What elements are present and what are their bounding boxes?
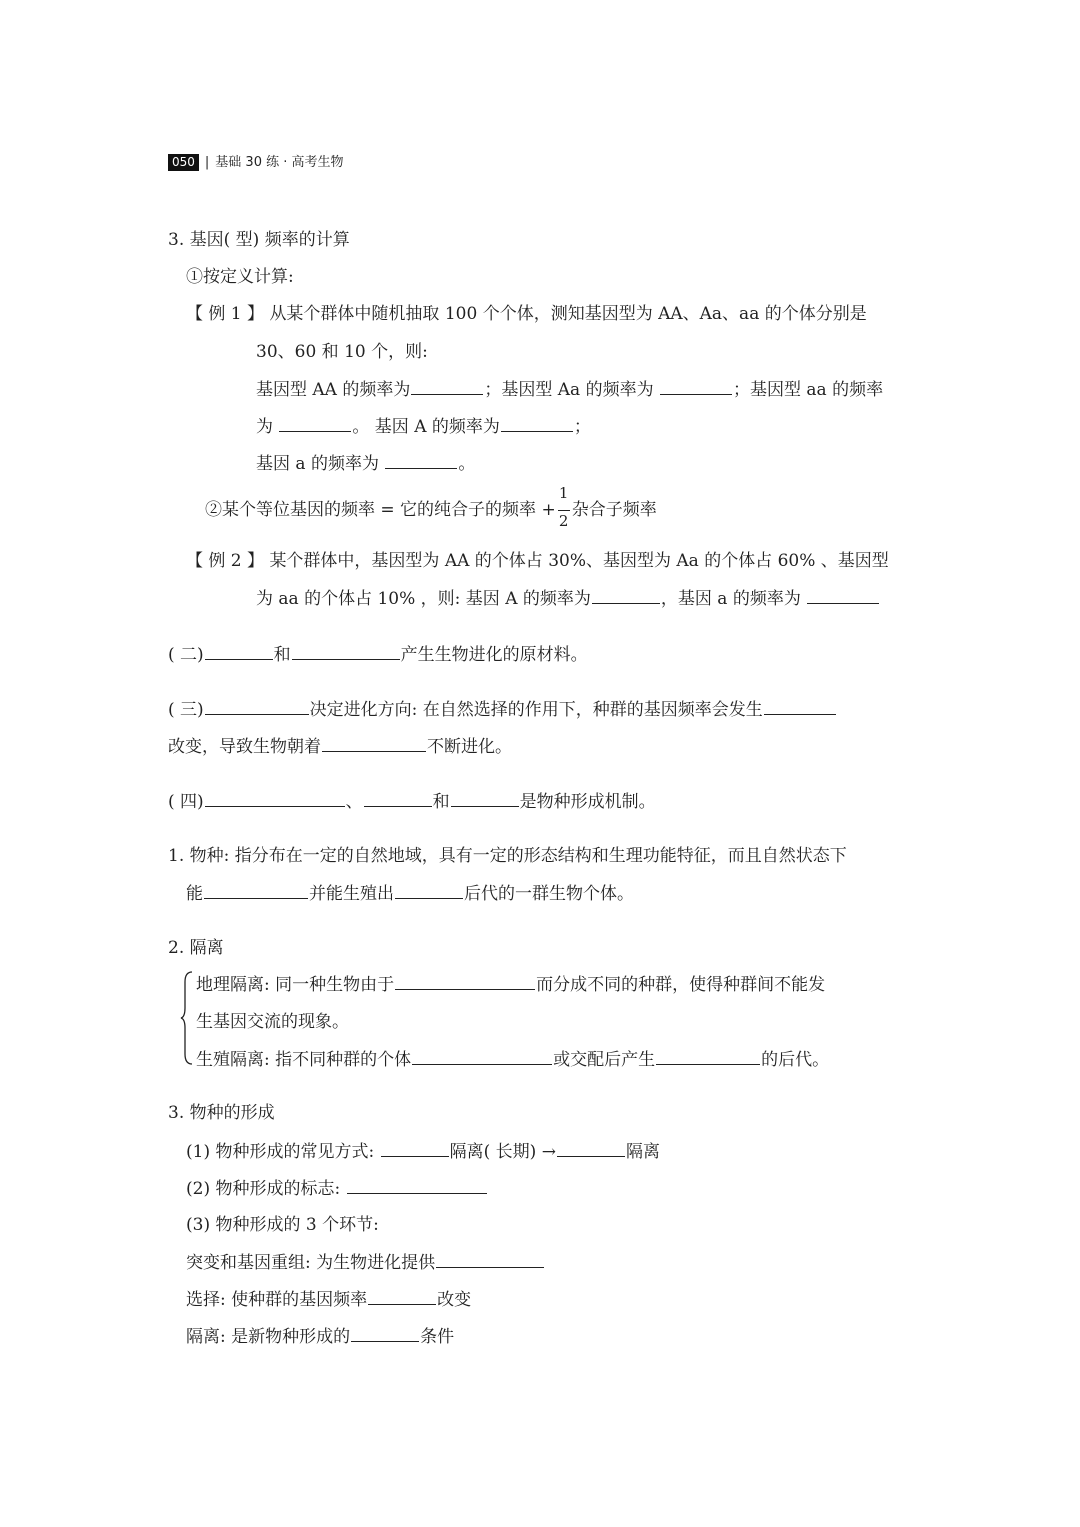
example-2-line-1 bbox=[186, 549, 889, 573]
step-mutation bbox=[186, 1250, 545, 1275]
label: 而分成不同的种群，使得种群间不能发 bbox=[536, 975, 826, 995]
header-divider: | bbox=[204, 155, 210, 170]
label: 隔离( 长期) → bbox=[449, 1142, 556, 1162]
step-isolation bbox=[186, 1324, 454, 1349]
answer-blank[interactable] bbox=[385, 451, 457, 469]
answer-blank[interactable] bbox=[322, 734, 426, 752]
label: 的后代。 bbox=[761, 1050, 830, 1070]
label: 基因 a 的频率为 bbox=[256, 454, 379, 474]
species-definition-line-2 bbox=[186, 881, 634, 906]
page-header bbox=[168, 153, 344, 173]
label: 不断进化。 bbox=[427, 737, 512, 757]
label: 和 bbox=[432, 792, 450, 812]
answer-blank[interactable] bbox=[395, 972, 535, 990]
label: 和 bbox=[273, 645, 291, 665]
answer-blank[interactable] bbox=[412, 1047, 552, 1065]
formula-text: 杂合子频率 bbox=[571, 500, 657, 520]
answer-blank[interactable] bbox=[381, 1139, 449, 1157]
curly-brace bbox=[180, 970, 194, 1066]
answer-blank[interactable] bbox=[501, 414, 573, 432]
step-selection bbox=[186, 1287, 471, 1312]
label: 或交配后产生 bbox=[553, 1050, 656, 1070]
label: (2) 物种形成的标志: bbox=[186, 1179, 341, 1199]
part-2 bbox=[168, 642, 588, 667]
label: ； bbox=[573, 417, 591, 437]
fraction-numerator: 1 bbox=[558, 483, 569, 502]
method-2 bbox=[205, 483, 657, 530]
formula-text: ②某个等位基因的频率 = 它的纯合子的频率 + bbox=[205, 500, 556, 520]
geographic-isolation-line-1 bbox=[196, 972, 825, 997]
label: 地理隔离: 同一种生物由于 bbox=[196, 975, 395, 995]
example-1-line-2: 30、60 和 10 个，则: bbox=[256, 342, 428, 362]
label: 选择: 使种群的基因频率 bbox=[186, 1290, 368, 1310]
example-2-text: 某个群体中，基因型为 AA 的个体占 30%、基因型为 Aa 的个体占 60% 、基因型 bbox=[269, 551, 889, 571]
answer-blank[interactable] bbox=[592, 586, 660, 604]
example-1-line-4 bbox=[256, 414, 591, 439]
label: ( 四) bbox=[168, 792, 204, 812]
label: 基因型 AA 的频率为 bbox=[256, 380, 411, 400]
example-1-text: 从某个群体中随机抽取 100 个个体，测知基因型为 AA、Aa、aa 的个体分别是 bbox=[269, 304, 867, 324]
label: (1) 物种形成的常见方式: bbox=[186, 1142, 375, 1162]
answer-blank[interactable] bbox=[279, 414, 351, 432]
label: 突变和基因重组: 为生物进化提供 bbox=[186, 1253, 436, 1273]
answer-blank[interactable] bbox=[451, 789, 519, 807]
answer-blank[interactable] bbox=[557, 1139, 625, 1157]
answer-blank[interactable] bbox=[205, 697, 309, 715]
answer-blank[interactable] bbox=[292, 642, 400, 660]
label: 隔离: 是新物种形成的 bbox=[186, 1327, 351, 1347]
label: 决定进化方向: 在自然选择的作用下，种群的基因频率会发生 bbox=[309, 700, 763, 720]
page-number: 050 bbox=[168, 154, 199, 171]
formation-item-2 bbox=[186, 1176, 488, 1201]
part-3-line-2 bbox=[168, 734, 512, 759]
label: ( 二) bbox=[168, 645, 204, 665]
example-1-line-3 bbox=[256, 377, 883, 402]
label: 。 bbox=[458, 454, 476, 474]
book-title: 基础 30 练 · 高考生物 bbox=[215, 155, 344, 170]
formation-item-1 bbox=[186, 1139, 660, 1164]
example-1-line-5 bbox=[256, 451, 475, 476]
label: ；基因型 Aa 的频率为 bbox=[484, 380, 654, 400]
fraction-denominator: 2 bbox=[558, 511, 569, 530]
label: ( 三) bbox=[168, 700, 204, 720]
answer-blank[interactable] bbox=[807, 586, 879, 604]
example-2-line-2 bbox=[256, 586, 880, 611]
isolation-title: 2. 隔离 bbox=[168, 938, 224, 958]
answer-blank[interactable] bbox=[395, 881, 463, 899]
answer-blank[interactable] bbox=[411, 377, 483, 395]
answer-blank[interactable] bbox=[660, 377, 732, 395]
method-1: ①按定义计算: bbox=[186, 267, 294, 287]
section-title: 3. 基因( 型) 频率的计算 bbox=[168, 230, 350, 250]
answer-blank[interactable] bbox=[368, 1287, 436, 1305]
answer-blank[interactable] bbox=[351, 1324, 419, 1342]
answer-blank[interactable] bbox=[436, 1250, 544, 1268]
answer-blank[interactable] bbox=[656, 1047, 760, 1065]
label: 为 aa 的个体占 10% ，则: 基因 A 的频率为 bbox=[256, 589, 591, 609]
answer-blank[interactable] bbox=[204, 881, 308, 899]
part-4 bbox=[168, 789, 656, 814]
geographic-isolation-line-2: 生基因交流的现象。 bbox=[196, 1012, 349, 1032]
example-1-tag: 【 例 1 】 bbox=[186, 304, 265, 324]
example-1-line-1 bbox=[186, 302, 867, 326]
answer-blank[interactable] bbox=[205, 789, 345, 807]
formation-item-3: (3) 物种形成的 3 个环节: bbox=[186, 1215, 379, 1235]
answer-blank[interactable] bbox=[764, 697, 836, 715]
label: ，基因 a 的频率为 bbox=[660, 589, 801, 609]
label: ；基因型 aa 的频率 bbox=[733, 380, 884, 400]
label: 并能生殖出 bbox=[309, 884, 394, 904]
label: 是物种形成机制。 bbox=[519, 792, 656, 812]
answer-blank[interactable] bbox=[205, 642, 273, 660]
label: 条件 bbox=[420, 1327, 455, 1347]
label: 后代的一群生物个体。 bbox=[464, 884, 634, 904]
label: 、 bbox=[345, 792, 363, 812]
answer-blank[interactable] bbox=[347, 1176, 487, 1194]
part-3-line-1 bbox=[168, 697, 837, 722]
answer-blank[interactable] bbox=[364, 789, 432, 807]
label: 产生生物进化的原材料。 bbox=[400, 645, 588, 665]
label: 生殖隔离: 指不同种群的个体 bbox=[196, 1050, 412, 1070]
label: 为 bbox=[256, 417, 273, 437]
label: 能 bbox=[186, 884, 203, 904]
label: 。 基因 A 的频率为 bbox=[352, 417, 500, 437]
label: 改变 bbox=[437, 1290, 472, 1310]
fraction-bar bbox=[558, 510, 570, 511]
species-definition-line-1: 1. 物种: 指分布在一定的自然地域，具有一定的形态结构和生理功能特征，而且自然状态下 bbox=[168, 846, 847, 866]
label: 隔离 bbox=[625, 1142, 660, 1162]
formation-title: 3. 物种的形成 bbox=[168, 1103, 275, 1123]
one-half-fraction bbox=[558, 483, 570, 530]
label: 改变，导致生物朝着 bbox=[168, 737, 321, 757]
example-2-tag: 【 例 2 】 bbox=[186, 551, 265, 571]
reproductive-isolation bbox=[196, 1047, 829, 1072]
